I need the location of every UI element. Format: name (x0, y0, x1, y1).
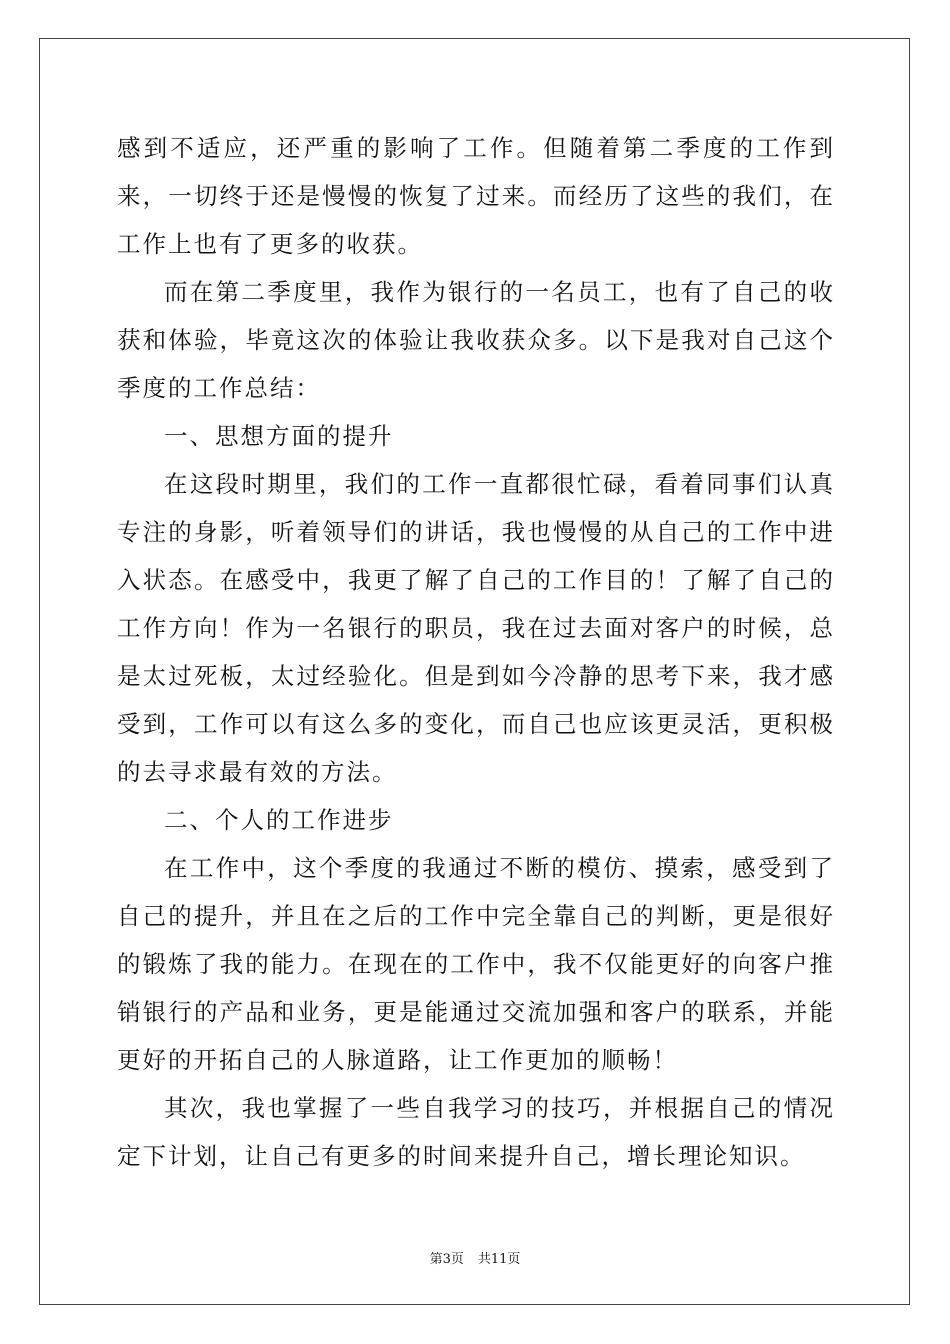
paragraph-3: 在这段时期里，我们的工作一直都很忙碌，看着同事们认真专注的身影，听着领导们的讲话，我也慢慢的从自己的工作中进入状态。在感受中，我更了解了自己的工作目的！了解了自己的工作方向！作为一名银行的职员，我在过去面对客户的时候，总是太过死板，太过经验化。但是到如今冷静的思考下来，我才感受到，工作可以有这么多的变化，而自己也应该更灵活，更积极的去寻求最有效的方法。 (117, 470, 835, 786)
document-body (117, 124, 835, 1180)
section-heading-2: 二、个人的工作进步 (164, 806, 394, 834)
paragraph-5: 其次，我也掌握了一些自我学习的技巧，并根据自己的情况定下计划，让自己有更多的时间来提升自己，增长理论知识。 (117, 1094, 835, 1170)
paragraph-1: 感到不适应，还严重的影响了工作。但随着第二季度的工作到来，一切终于还是慢慢的恢复了过来。而经历了这些的我们，在工作上也有了更多的收获。 (117, 134, 835, 258)
page-total: 共11页 (477, 1252, 521, 1267)
page-footer (0, 1248, 950, 1267)
section-heading-1: 一、思想方面的提升 (164, 422, 394, 450)
page-number: 第3页 (429, 1252, 464, 1267)
paragraph-4: 在工作中，这个季度的我通过不断的模仿、摸索，感受到了自己的提升，并且在之后的工作中完全靠自己的判断，更是很好的锻炼了我的能力。在现在的工作中，我不仅能更好的向客户推销银行的产品和业务，更是能通过交流加强和客户的联系，并能更好的开拓自己的人脉道路，让工作更加的顺畅！ (117, 854, 835, 1074)
paragraph-2: 而在第二季度里，我作为银行的一名员工，也有了自己的收获和体验，毕竟这次的体验让我收获众多。以下是我对自己这个季度的工作总结： (117, 278, 835, 402)
